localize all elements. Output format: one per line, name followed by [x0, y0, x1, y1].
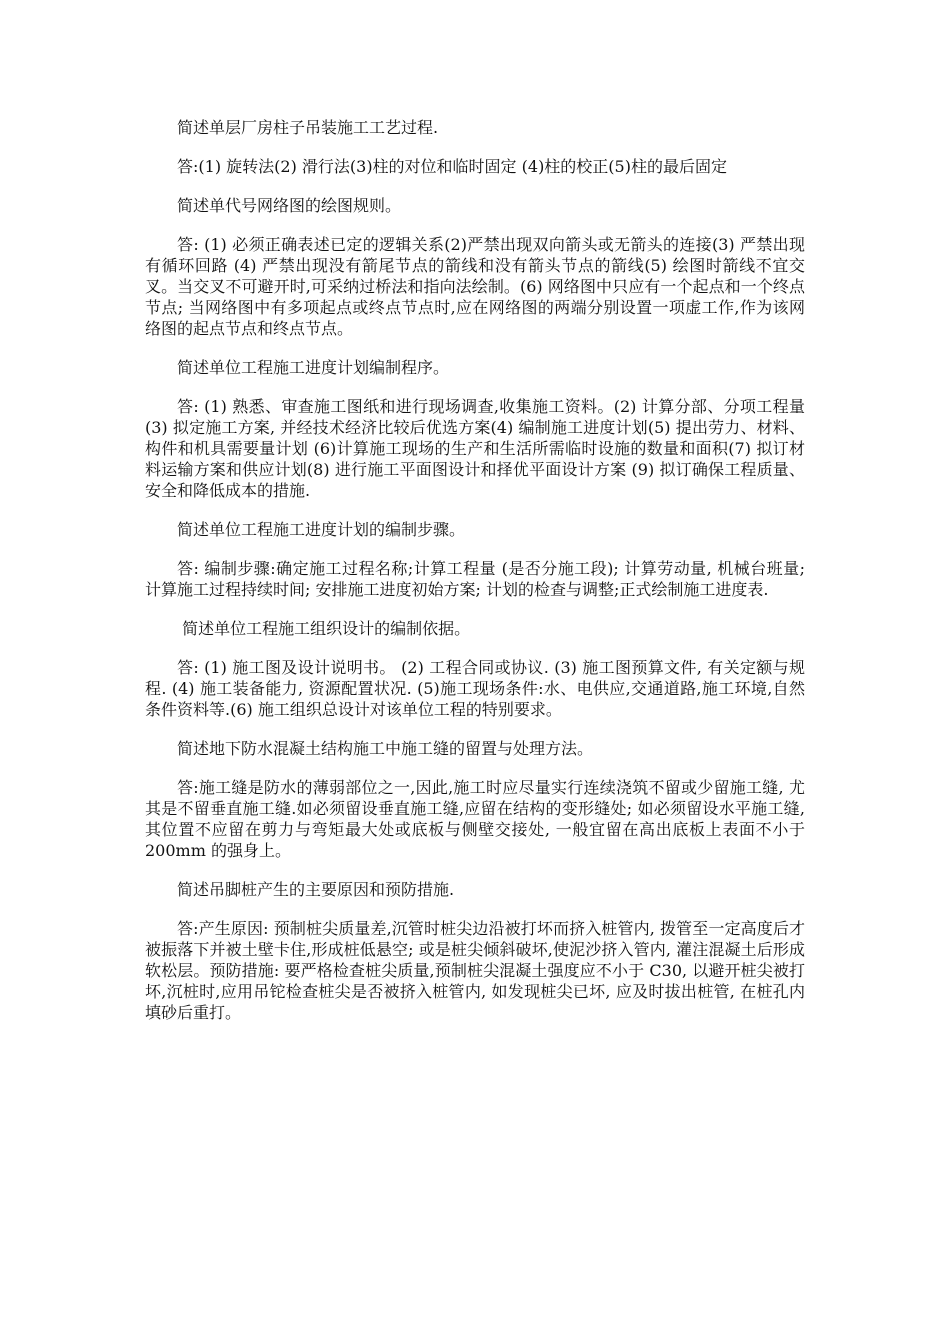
answer-1: 答:(1) 旋转法(2) 滑行法(3)柱的对位和临时固定 (4)柱的校正(5)柱的最后固定 [177, 157, 727, 176]
answer-3: 答: (1) 熟悉、审查施工图纸和进行现场调查,收集施工资料。(2) 计算分部、分项工程量 (3) 拟定施工方案, 并经技术经济比较后优选方案(4) 编制施工进度计划(5) 提出劳力、材料、构件和机具需要量计划 (6)计算施工现场的生产和生活所需临时设施的数量和面积(7) 拟订材料运输方案和供应计划(8) 进行施工平面图设计和择优平面设计方案 (9) 拟订确保工程质量、安全和降低成本的措施. [145, 397, 811, 500]
question-1: 简述单层厂房柱子吊装施工工艺过程. [177, 118, 439, 137]
question-7: 简述吊脚桩产生的主要原因和预防措施. [177, 880, 455, 899]
document-page [145, 117, 811, 1041]
question-6: 简述地下防水混凝土结构施工中施工缝的留置与处理方法。 [177, 739, 594, 758]
question-4: 简述单位工程施工进度计划的编制步骤。 [177, 520, 466, 539]
answer-5: 答: (1) 施工图及设计说明书。 (2) 工程合同或协议. (3) 施工图预算文件, 有关定额与规程. (4) 施工装备能力, 资源配置状况. (5)施工现场条件:水、电供应,交通道路,施工环境,自然条件资料等.(6) 施工组织总设计对该单位工程的特别要求。 [145, 658, 805, 719]
answer-6: 答:施工缝是防水的薄弱部位之一,因此,施工时应尽量实行连续浇筑不留或少留施工缝, 尤其是不留垂直施工缝.如必须留设垂直施工缝,应留在结构的变形缝处; 如必须留设水平施工缝, 其位置不应留在剪力与弯矩最大处或底板与侧壁交接处, 一般宜留在高出底板上表面不小于 200mm 的强身上。 [145, 778, 811, 860]
answer-2: 答: (1) 必须正确表述已定的逻辑关系(2)严禁出现双向箭头或无箭头的连接(3) 严禁出现有循环回路 (4) 严禁出现没有箭尾节点的箭线和没有箭头节点的箭线(5) 绘图时箭线不宜交叉。当交叉不可避开时,可采纳过桥法和指向法绘制。(6) 网络图中只应有一个起点和一个终点节点; 当网络图中有多项起点或终点节点时,应在网络图的两端分别设置一项虚工作,作为该网络图的起点节点和终点节点。 [145, 235, 805, 338]
question-2: 简述单代号网络图的绘图规则。 [177, 196, 402, 215]
answer-4: 答: 编制步骤:确定施工过程名称;计算工程量 (是否分施工段); 计算劳动量, 机械台班量; 计算施工过程持续时间; 安排施工进度初始方案; 计划的检查与调整;正式绘制施工进度表. [145, 559, 811, 599]
question-5: 简述单位工程施工组织设计的编制依据。 [177, 619, 471, 638]
question-3: 简述单位工程施工进度计划编制程序。 [177, 358, 450, 377]
answer-7: 答:产生原因: 预制桩尖质量差,沉管时桩尖边沿被打坏而挤入桩管内, 拨管至一定高度后才被振落下并被土壁卡住,形成桩低悬空; 或是桩尖倾斜破坏,使泥沙挤入管内, 灌注混凝土后形成软松层。预防措施: 要严格检查桩尖质量,预制桩尖混凝土强度应不小于 C30, 以避开桩尖被打坏,沉桩时,应用吊铊检查桩尖是否被挤入桩管内, 如发现桩尖已坏, 应及时拔出桩管, 在桩孔内填砂后重打。 [145, 919, 805, 1022]
